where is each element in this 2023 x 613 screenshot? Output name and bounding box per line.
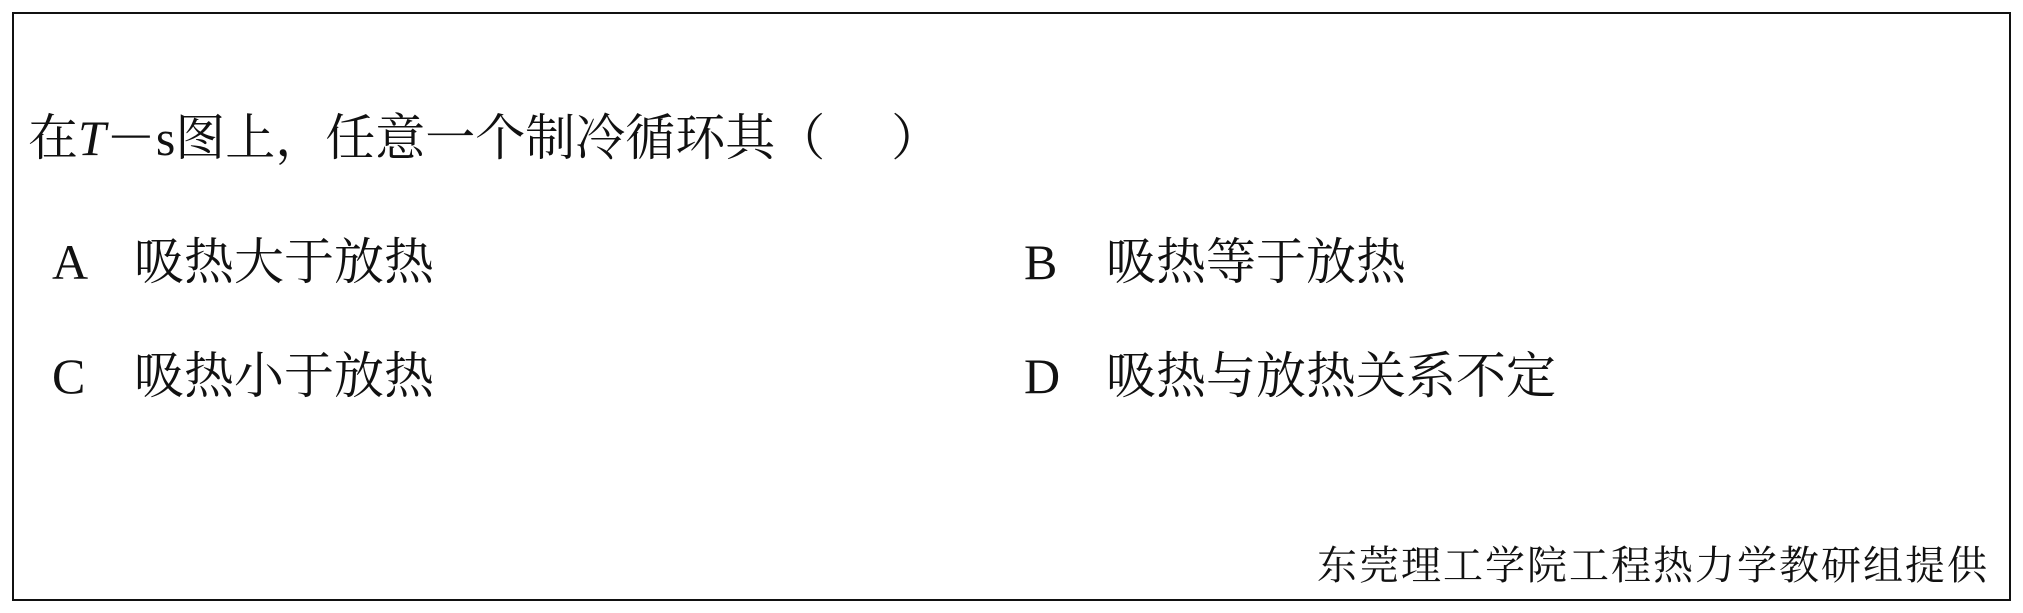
option-d[interactable]: [1024, 346, 1556, 406]
option-a-letter: A: [52, 234, 89, 290]
option-a[interactable]: [52, 232, 434, 292]
option-c[interactable]: [52, 346, 434, 406]
option-c-text: 吸热小于放热: [134, 347, 434, 405]
question-prefix: 在: [28, 109, 78, 167]
entropy-symbol: s: [155, 110, 176, 166]
option-d-letter: D: [1024, 348, 1061, 404]
temperature-variable: T: [78, 110, 106, 166]
question-card: [12, 12, 2011, 601]
question-dash: －: [105, 110, 156, 166]
question-stem: [28, 108, 941, 168]
option-c-letter: C: [52, 348, 86, 404]
option-b-letter: B: [1024, 234, 1058, 290]
option-a-text: 吸热大于放热: [134, 233, 434, 291]
option-d-text: 吸热与放热关系不定: [1106, 347, 1556, 405]
credit-line: 东莞理工学院工程热力学教研组提供: [1317, 543, 1989, 589]
option-b[interactable]: [1024, 232, 1406, 292]
option-b-text: 吸热等于放热: [1106, 233, 1406, 291]
question-suffix: 图上，任意一个制冷循环其（ ）: [175, 109, 942, 167]
